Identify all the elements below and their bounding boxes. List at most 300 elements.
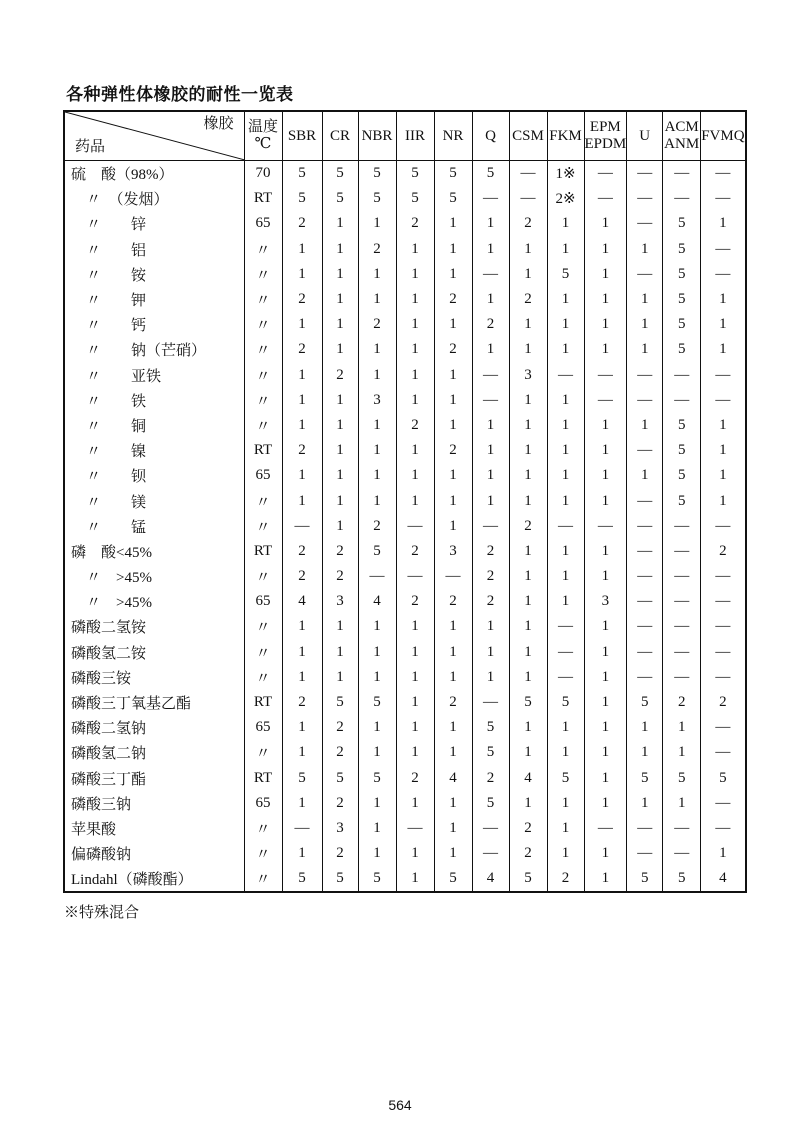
rating-cell: 1 [358,488,396,513]
rating-cell: 1 [434,665,472,690]
rating-cell: 4 [701,866,746,892]
rating-cell: 1 [322,438,358,463]
rating-cell: — [701,262,746,287]
rating-cell: 1 [396,791,434,816]
rating-cell: — [663,816,701,841]
rating-cell: 1 [509,791,547,816]
rating-cell: 2 [282,539,322,564]
rating-cell: 1 [472,337,509,362]
temperature-cell: 〃 [244,312,282,337]
rating-cell: — [701,363,746,388]
temperature-cell: RT [244,690,282,715]
temperature-cell: 〃 [244,564,282,589]
rating-cell: 1 [627,740,663,765]
drug-name: 〃 （发烟） [64,186,244,211]
rating-cell: 1 [282,488,322,513]
temperature-cell: RT [244,438,282,463]
table-body [64,161,746,893]
table-row [64,413,746,438]
rating-cell: 5 [434,866,472,892]
rating-cell: 2 [358,237,396,262]
rating-cell: 1 [434,413,472,438]
temperature-cell: 65 [244,589,282,614]
rating-cell: — [584,388,627,413]
table-row [64,262,746,287]
table-row [64,791,746,816]
rating-cell: 2 [396,589,434,614]
rating-cell: — [627,539,663,564]
rating-cell: 1 [584,614,627,639]
rating-cell: 1 [547,564,584,589]
rating-cell: 2 [396,539,434,564]
rating-cell: 1 [434,463,472,488]
col-header-line: EPDM [584,136,627,152]
rating-cell: 4 [358,589,396,614]
rating-cell: — [627,186,663,211]
rating-cell: 1 [701,488,746,513]
rating-cell: 1 [584,287,627,312]
rating-cell: — [627,388,663,413]
rating-cell: 1 [396,262,434,287]
rating-cell: 1 [434,841,472,866]
rubber-label: 橡胶 [203,116,234,132]
table-row [64,312,746,337]
table-row [64,614,746,639]
rating-cell: 1 [584,740,627,765]
rating-cell: 1 [358,287,396,312]
rating-cell: 2 [434,337,472,362]
rating-cell: 2 [434,690,472,715]
temperature-cell: RT [244,539,282,564]
rating-cell: 5 [358,766,396,791]
rating-cell: 2 [509,841,547,866]
rating-cell: 2 [358,312,396,337]
rating-cell: 1 [627,791,663,816]
rating-cell: — [701,564,746,589]
rating-cell: 1 [322,211,358,236]
rating-cell: 1 [509,640,547,665]
rating-cell: 1 [509,589,547,614]
rating-cell: 5 [627,690,663,715]
temperature-cell: 65 [244,791,282,816]
rating-cell: 1 [282,841,322,866]
rating-cell: 1 [701,413,746,438]
rating-cell: — [472,690,509,715]
rating-cell: — [472,514,509,539]
rating-cell: — [663,363,701,388]
col-header: NR [434,111,472,161]
rating-cell: 2 [322,841,358,866]
rating-cell: 2 [472,539,509,564]
rating-cell: 1 [701,841,746,866]
rating-cell: 1 [509,312,547,337]
rating-cell: 1 [584,413,627,438]
drug-name: 磷酸二氢铵 [64,614,244,639]
rating-cell: 1 [472,614,509,639]
temperature-label: 温度 [247,119,278,135]
rating-cell: 5 [358,161,396,187]
drug-name: 磷 酸<45% [64,539,244,564]
table-row [64,715,746,740]
rating-cell: 5 [282,161,322,187]
rating-cell: 1 [584,539,627,564]
rating-cell: 5 [663,766,701,791]
rating-cell: 2 [282,690,322,715]
rating-cell: 1 [509,564,547,589]
rating-cell: 2 [663,690,701,715]
rating-cell: — [282,816,322,841]
col-header-line: EPM [589,119,621,135]
rating-cell: 1 [509,665,547,690]
rating-cell: 1 [701,337,746,362]
rating-cell: 1 [322,614,358,639]
rating-cell: — [701,161,746,187]
rating-cell: 5 [434,186,472,211]
rating-cell: 2 [472,312,509,337]
corner-header [64,111,244,161]
rating-cell: — [701,640,746,665]
rating-cell: 1 [547,438,584,463]
rating-cell: 1 [584,841,627,866]
rating-cell: 1 [434,388,472,413]
rating-cell: 1 [584,791,627,816]
rating-cell: 1 [434,211,472,236]
rating-cell: 1 [584,866,627,892]
rating-cell: 5 [663,211,701,236]
rating-cell: 5 [472,161,509,187]
rating-cell: — [663,589,701,614]
rating-cell: 1 [701,287,746,312]
drug-name: 偏磷酸钠 [64,841,244,866]
table-row [64,539,746,564]
rating-cell: — [701,589,746,614]
rating-cell: 1 [584,262,627,287]
rating-cell: 2 [509,816,547,841]
drug-name: 硫 酸（98%） [64,161,244,187]
rating-cell: — [663,640,701,665]
rating-cell: — [472,186,509,211]
temperature-cell: 〃 [244,866,282,892]
rating-cell: — [663,186,701,211]
rating-cell: 5 [472,791,509,816]
rating-cell: — [701,388,746,413]
col-header: CSM [509,111,547,161]
rating-cell: 1 [701,463,746,488]
rating-cell: 1 [547,488,584,513]
temperature-cell: 65 [244,211,282,236]
rating-cell: 1 [434,791,472,816]
rating-cell: 1 [396,841,434,866]
rating-cell: 2 [701,539,746,564]
rating-cell: 3 [509,363,547,388]
rating-cell: — [627,640,663,665]
rating-cell: 1 [434,312,472,337]
rating-cell: 1 [472,665,509,690]
rating-cell: 5 [322,766,358,791]
rating-cell: 1 [358,715,396,740]
rating-cell: 1 [472,463,509,488]
rating-cell: 1 [547,791,584,816]
rating-cell: 1 [322,337,358,362]
rating-cell: 1 [509,715,547,740]
rating-cell: 1 [472,237,509,262]
rating-cell: 2 [282,564,322,589]
table-row [64,589,746,614]
rating-cell: 1 [322,665,358,690]
temperature-cell: 〃 [244,237,282,262]
rating-cell: 2 [509,211,547,236]
drug-name: 〃 亚铁 [64,363,244,388]
rating-cell: — [627,514,663,539]
table-row [64,690,746,715]
rating-cell: 1 [358,816,396,841]
rating-cell: 5 [663,337,701,362]
rating-cell: 5 [627,866,663,892]
rating-cell: 1 [434,262,472,287]
drug-name: 〃 钙 [64,312,244,337]
col-header: NBR [358,111,396,161]
rating-cell: 1 [282,312,322,337]
rating-cell: 1 [584,690,627,715]
rating-cell: — [701,816,746,841]
drug-name: 〃 铁 [64,388,244,413]
rating-cell: 1 [282,665,322,690]
rating-cell: — [584,514,627,539]
rating-cell: 1 [547,413,584,438]
rating-cell: — [509,186,547,211]
rating-cell: 1※ [547,161,584,187]
col-header-line: ANM [664,136,700,152]
drug-label: 药品 [75,139,106,155]
rating-cell: — [627,564,663,589]
rating-cell: 5 [396,161,434,187]
rating-cell: 1 [282,715,322,740]
rating-cell: — [663,514,701,539]
rating-cell: 1 [547,312,584,337]
rating-cell: — [627,161,663,187]
rating-cell: 1 [472,211,509,236]
rating-cell: 5 [547,766,584,791]
temperature-cell: 65 [244,463,282,488]
rating-cell: 1 [584,337,627,362]
rating-cell: 4 [509,766,547,791]
rating-cell: 5 [396,186,434,211]
col-header-line: ACM [664,119,699,135]
rating-cell: 1 [396,337,434,362]
rating-cell: 1 [547,715,584,740]
rating-cell: 1 [396,866,434,892]
rating-cell: — [472,816,509,841]
table-row [64,740,746,765]
table-row [64,766,746,791]
rating-cell: 5 [282,766,322,791]
rating-cell: 1 [358,614,396,639]
rating-cell: 5 [322,866,358,892]
table-row [64,186,746,211]
rating-cell: 1 [547,816,584,841]
table-row [64,564,746,589]
rating-cell: 5 [547,262,584,287]
rating-cell: 1 [627,413,663,438]
col-header: CR [322,111,358,161]
temperature-cell: 〃 [244,614,282,639]
rating-cell: 1 [358,413,396,438]
rating-cell: 1 [584,211,627,236]
table-row [64,337,746,362]
rating-cell: 1 [472,438,509,463]
rating-cell: 5 [663,413,701,438]
rating-cell: — [434,564,472,589]
rating-cell: — [627,589,663,614]
rating-cell: 2 [472,564,509,589]
rating-cell: 1 [509,413,547,438]
rating-cell: — [547,614,584,639]
rating-cell: 2 [322,740,358,765]
col-header: Q [472,111,509,161]
rating-cell: 1 [509,388,547,413]
rating-cell: 1 [434,488,472,513]
rating-cell: — [584,161,627,187]
rating-cell: 1 [358,337,396,362]
temperature-cell: 〃 [244,841,282,866]
rating-cell: 2 [282,287,322,312]
rating-cell: 5 [663,262,701,287]
drug-name: 磷酸三铵 [64,665,244,690]
rating-cell: 1 [396,363,434,388]
rating-cell: 4 [282,589,322,614]
rating-cell: 5 [282,866,322,892]
rating-cell: — [701,514,746,539]
rating-cell: — [509,161,547,187]
drug-name: 磷酸氢二钠 [64,740,244,765]
footnote: ※特殊混合 [64,905,140,921]
rating-cell: — [663,161,701,187]
rating-cell: 5 [509,690,547,715]
rating-cell: — [396,514,434,539]
rating-cell: 1 [547,337,584,362]
rating-cell: — [472,262,509,287]
temperature-cell: 〃 [244,514,282,539]
table-row [64,640,746,665]
rating-cell: 5 [663,438,701,463]
rating-cell: 5 [322,186,358,211]
rating-cell: 5 [663,488,701,513]
rating-cell: 1 [663,715,701,740]
rating-cell: 4 [434,766,472,791]
table-row [64,514,746,539]
rating-cell: — [663,614,701,639]
table-title: 各种弹性体橡胶的耐性一览表 [66,85,294,105]
temperature-cell: RT [244,186,282,211]
rating-cell: 1 [434,740,472,765]
rating-cell: 1 [322,388,358,413]
rating-cell: — [663,841,701,866]
rating-cell: 1 [396,388,434,413]
rating-cell: 1 [584,715,627,740]
rating-cell: — [627,262,663,287]
rating-cell: — [584,186,627,211]
rating-cell: 1 [282,614,322,639]
rating-cell: 1 [584,488,627,513]
drug-name: 〃 >45% [64,589,244,614]
drug-name: 磷酸三钠 [64,791,244,816]
rating-cell: 1 [627,312,663,337]
col-header: U [627,111,663,161]
rating-cell: 1 [282,388,322,413]
temperature-cell: 〃 [244,488,282,513]
rating-cell: 1 [547,388,584,413]
rating-cell: — [627,665,663,690]
table-row [64,363,746,388]
temperature-cell: RT [244,766,282,791]
col-header: FKM [547,111,584,161]
rating-cell: — [396,564,434,589]
rating-cell: 2 [472,766,509,791]
rating-cell: 1 [322,488,358,513]
rating-cell: 1 [509,337,547,362]
rating-cell: 5 [358,186,396,211]
rating-cell: 2 [396,211,434,236]
rating-cell: 1 [322,262,358,287]
rating-cell: 1 [358,640,396,665]
rating-cell: 1 [547,211,584,236]
rating-cell: 1 [584,766,627,791]
rating-cell: — [663,539,701,564]
rating-cell: 1 [472,640,509,665]
rating-cell: 5 [434,161,472,187]
rating-cell: 2 [509,514,547,539]
rating-cell: — [701,791,746,816]
drug-name: 磷酸三丁氧基乙酯 [64,690,244,715]
rating-cell: 2 [358,514,396,539]
rating-cell: 2 [282,337,322,362]
rating-cell: 5 [358,866,396,892]
rating-cell: 2 [322,539,358,564]
temperature-unit: ℃ [254,136,272,152]
rating-cell: — [627,363,663,388]
rating-cell: 5 [663,866,701,892]
rating-cell: 3 [358,388,396,413]
drug-name: 苹果酸 [64,816,244,841]
rating-cell: 1 [396,463,434,488]
rating-cell: 1 [472,413,509,438]
rating-cell: 3 [322,816,358,841]
rating-cell: 1 [547,287,584,312]
rating-cell: 1 [322,640,358,665]
drug-name: 〃 锌 [64,211,244,236]
rating-cell: 5 [282,186,322,211]
rating-cell: 1 [627,287,663,312]
drug-name: 〃 钾 [64,287,244,312]
rating-cell: 1 [627,237,663,262]
rating-cell: 1 [509,488,547,513]
drug-name: 〃 镍 [64,438,244,463]
table-row [64,388,746,413]
rating-cell: 1 [322,514,358,539]
rating-cell: 5 [358,539,396,564]
temperature-cell: 〃 [244,262,282,287]
rating-cell: 1 [434,640,472,665]
rating-cell: 1 [547,841,584,866]
rating-cell: 1 [282,363,322,388]
drug-name: 磷酸氢二铵 [64,640,244,665]
rating-cell: — [627,614,663,639]
rating-cell: 1 [434,715,472,740]
temperature-cell: 〃 [244,816,282,841]
rating-cell: 1 [509,614,547,639]
temperature-cell: 〃 [244,640,282,665]
rating-cell: 2 [472,589,509,614]
